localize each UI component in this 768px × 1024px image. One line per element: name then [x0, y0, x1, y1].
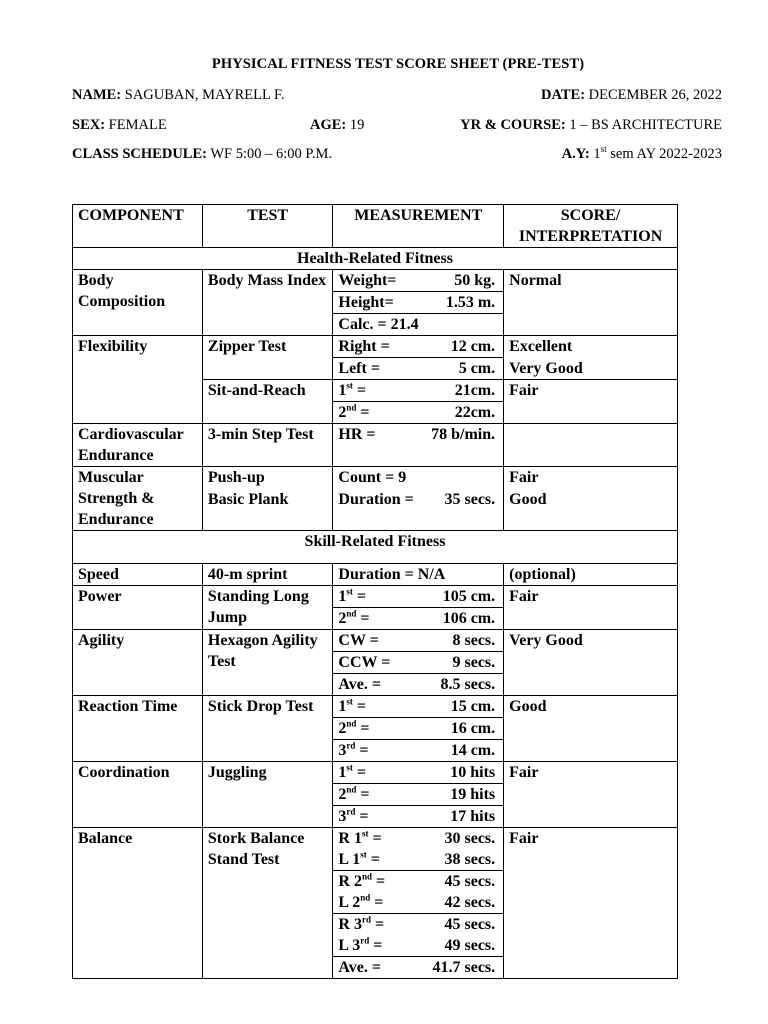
table-row: [73, 630, 678, 652]
section-row: [73, 248, 678, 270]
table-row: [73, 762, 678, 784]
measurement-cell: 2nd = 106 cm.: [333, 608, 504, 630]
measurement-cell: L 3rd = 49 secs.: [333, 935, 504, 957]
measurement-cell: 3rd = 14 cm.: [333, 740, 504, 762]
test-cell: Sit-and-Reach: [202, 380, 333, 424]
measurement-cell: Count = 9: [333, 467, 504, 489]
component-cell: Muscular Strength & Endurance: [73, 467, 203, 531]
header-score: SCORE/ INTERPRETATION: [504, 205, 678, 248]
test-cell: 3-min Step Test: [202, 424, 333, 467]
measurement-cell: Weight= 50 kg.: [333, 270, 504, 292]
score-cell: Fair: [504, 828, 678, 979]
header-measurement: MEASUREMENT: [333, 205, 504, 248]
measurement-cell: CCW = 9 secs.: [333, 652, 504, 674]
test-cell: 40-m sprint: [202, 564, 333, 586]
table-row: [73, 270, 678, 292]
measurement-cell: 2nd = 16 cm.: [333, 718, 504, 740]
test-cell: Hexagon Agility Test: [202, 630, 333, 696]
measurement-cell: 2nd = 22cm.: [333, 402, 504, 424]
measurement-cell: R 3rd = 45 secs.: [333, 914, 504, 936]
sex-field: SEX: FEMALE: [72, 117, 167, 133]
date-field: DATE: DECEMBER 26, 2022: [541, 87, 722, 103]
component-cell: Power: [73, 586, 203, 630]
name-field: NAME: SAGUBAN, MAYRELL F.: [72, 87, 285, 103]
measurement-cell: Duration = N/A: [333, 564, 504, 586]
component-cell: Coordination: [73, 762, 203, 828]
test-cell: Stork Balance Stand Test: [202, 828, 333, 979]
table-row: [73, 828, 678, 850]
test-cell: Basic Plank: [202, 489, 333, 531]
score-cell: Normal: [504, 270, 678, 336]
health-section-label: Health-Related Fitness: [73, 248, 678, 270]
component-cell: Agility: [73, 630, 203, 696]
measurement-cell: Right = 12 cm.: [333, 336, 504, 358]
test-cell: Standing Long Jump: [202, 586, 333, 630]
info-row-sex: [72, 117, 722, 137]
score-cell: Fair: [504, 467, 678, 489]
measurement-cell: Duration = 35 secs.: [333, 489, 504, 531]
measurement-cell: 2nd = 19 hits: [333, 784, 504, 806]
measurement-cell: HR = 78 b/min.: [333, 424, 504, 467]
component-cell: Body Composition: [73, 270, 203, 336]
academic-year-field: A.Y: 1st sem AY 2022-2023: [561, 144, 722, 162]
score-cell: Fair: [504, 762, 678, 828]
table-row: [73, 336, 678, 358]
header-component: COMPONENT: [73, 205, 203, 248]
score-cell: [504, 424, 678, 467]
info-row-schedule: [72, 146, 722, 166]
score-cell: Fair: [504, 380, 678, 424]
score-cell: Very Good: [504, 630, 678, 696]
test-cell: Stick Drop Test: [202, 696, 333, 762]
measurement-cell: Left = 5 cm.: [333, 358, 504, 380]
component-cell: Reaction Time: [73, 696, 203, 762]
score-cell: Good: [504, 489, 678, 531]
measurement-cell: 1st = 10 hits: [333, 762, 504, 784]
measurement-cell: L 1st = 38 secs.: [333, 849, 504, 871]
measurement-cell: Height= 1.53 m.: [333, 292, 504, 314]
age-field: AGE: 19: [310, 117, 365, 133]
measurement-cell: L 2nd = 42 secs.: [333, 892, 504, 914]
test-cell: Zipper Test: [202, 336, 333, 380]
measurement-cell: R 2nd = 45 secs.: [333, 871, 504, 893]
score-cell: Very Good: [504, 358, 678, 380]
component-cell: Balance: [73, 828, 203, 979]
section-row: [73, 531, 678, 564]
component-cell: Flexibility: [73, 336, 203, 424]
score-cell: Excellent: [504, 336, 678, 358]
component-cell: Speed: [73, 564, 203, 586]
header-test: TEST: [202, 205, 333, 248]
score-cell: (optional): [504, 564, 678, 586]
measurement-cell: Calc. = 21.4: [333, 314, 504, 336]
measurement-cell: 1st = 105 cm.: [333, 586, 504, 608]
measurement-cell: 1st = 21cm.: [333, 380, 504, 402]
measurement-cell: 3rd = 17 hits: [333, 806, 504, 828]
table-row: [73, 467, 678, 489]
course-field: YR & COURSE: 1 – BS ARCHITECTURE: [460, 117, 722, 133]
table-row: [73, 586, 678, 608]
table-header-row: [73, 205, 678, 248]
score-table: [72, 204, 678, 979]
info-row-name: [72, 87, 722, 107]
test-cell: Juggling: [202, 762, 333, 828]
measurement-cell: 1st = 15 cm.: [333, 696, 504, 718]
schedule-field: CLASS SCHEDULE: WF 5:00 – 6:00 P.M.: [72, 146, 333, 162]
component-cell: Cardiovascular Endurance: [73, 424, 203, 467]
score-cell: Fair: [504, 586, 678, 630]
table-row: [73, 424, 678, 467]
measurement-cell: Ave. = 41.7 secs.: [333, 957, 504, 979]
measurement-cell: CW = 8 secs.: [333, 630, 504, 652]
measurement-cell: Ave. = 8.5 secs.: [333, 674, 504, 696]
table-row: [73, 564, 678, 586]
skill-section-label: Skill-Related Fitness: [73, 531, 678, 564]
page-title: PHYSICAL FITNESS TEST SCORE SHEET (PRE-TEST): [211, 56, 585, 72]
table-row: [73, 696, 678, 718]
score-cell: Good: [504, 696, 678, 762]
test-cell: Push-up: [202, 467, 333, 489]
measurement-cell: R 1st = 30 secs.: [333, 828, 504, 850]
test-cell: Body Mass Index: [202, 270, 333, 336]
